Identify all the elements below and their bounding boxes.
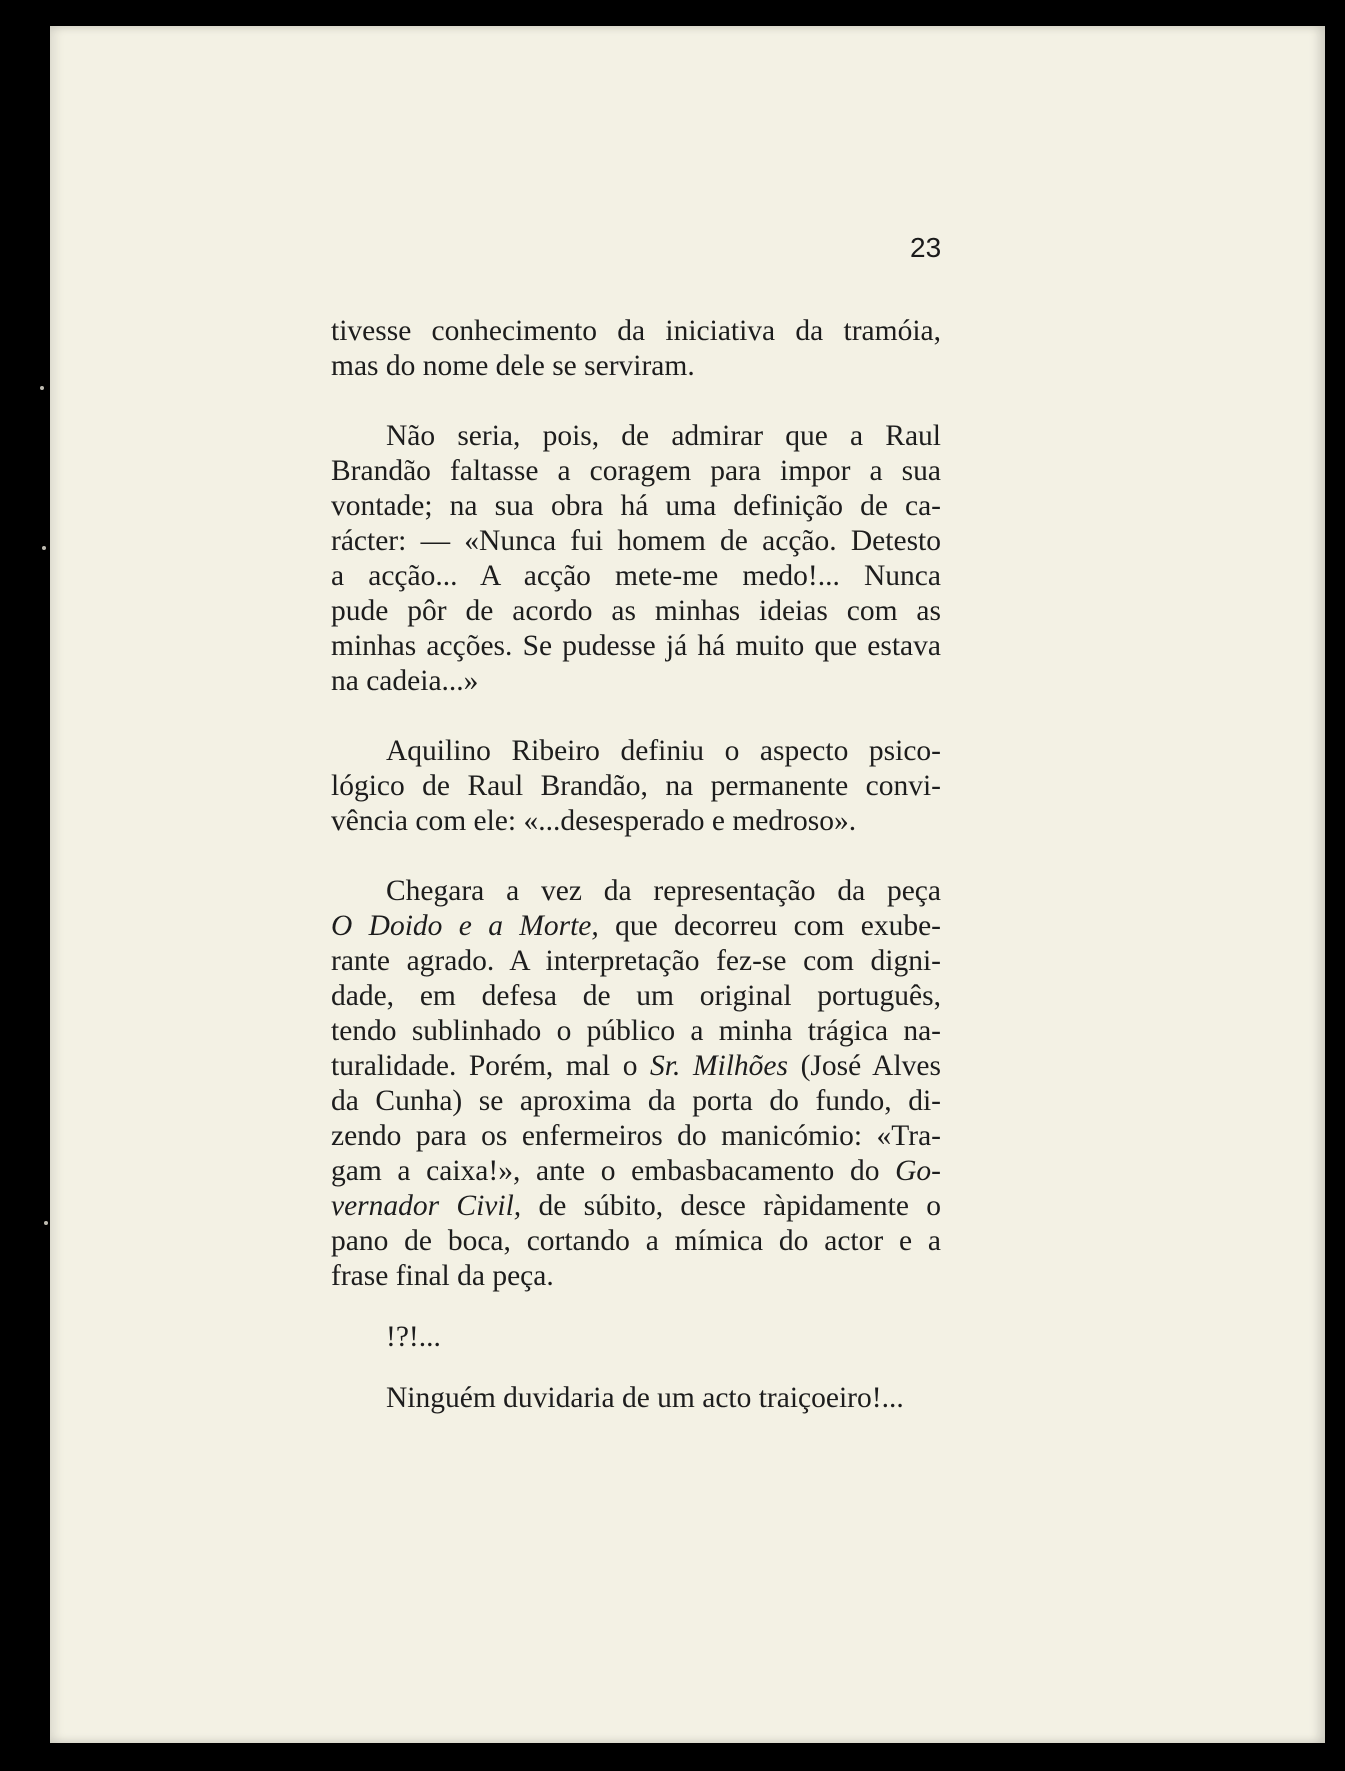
text-line: tendo sublinhado o público a minha trágica na- bbox=[331, 1015, 941, 1047]
text-line: Aquilino Ribeiro definiu o aspecto psico- bbox=[386, 735, 941, 767]
text-line: vência com ele: «...desesperado e medroso». bbox=[331, 805, 857, 837]
body-text bbox=[331, 314, 941, 1416]
text-line: Não seria, pois, de admirar que a Raul bbox=[386, 420, 941, 452]
text-line: minhas acções. Se pudesse já há muito que estava bbox=[331, 630, 941, 662]
text-line: dade, em defesa de um original português, bbox=[331, 980, 941, 1012]
paper-speck bbox=[40, 386, 44, 390]
text-line: rante agrado. A interpretação fez-se com digni- bbox=[331, 945, 941, 977]
italic-name: Sr. Milhões bbox=[650, 1050, 789, 1082]
text-line: vontade; na sua obra há uma definição de ca- bbox=[331, 490, 941, 522]
text-span: (José Alves bbox=[788, 1050, 942, 1082]
page-number: 23 bbox=[910, 232, 942, 263]
text-line: mas do nome dele se serviram. bbox=[331, 350, 695, 382]
text-span: de súbito, desce ràpidamente o bbox=[521, 1190, 941, 1222]
text-line: Brandão faltasse a coragem para impor a sua bbox=[331, 455, 941, 487]
text-line: frase final da peça. bbox=[331, 1260, 554, 1292]
text-line: da Cunha) se aproxima da porta do fundo, di- bbox=[331, 1085, 941, 1117]
text-line: pano de boca, cortando a mímica do actor e a bbox=[331, 1225, 941, 1257]
text-line: na cadeia...» bbox=[331, 665, 479, 697]
text-line bbox=[331, 1154, 941, 1189]
text-line bbox=[331, 909, 941, 944]
text-line: tivesse conhecimento da iniciativa da tramóia, bbox=[331, 315, 941, 347]
text-line: !?!... bbox=[386, 1321, 441, 1353]
text-line: rácter: — «Nunca fui homem de acção. Detesto bbox=[331, 525, 941, 557]
book-page bbox=[50, 26, 1325, 1743]
paper-speck bbox=[42, 546, 46, 550]
text-line bbox=[331, 1189, 941, 1224]
text-span: turalidade. Porém, mal o bbox=[331, 1050, 651, 1082]
text-line bbox=[331, 1049, 941, 1084]
text-line: a acção... A acção mete-me medo!... Nunca bbox=[331, 560, 941, 592]
text-line: pude pôr de acordo as minhas ideias com as bbox=[331, 595, 941, 627]
italic-title: Go- bbox=[895, 1155, 941, 1187]
text-span: que decorreu com exube- bbox=[598, 910, 941, 942]
italic-title: vernador Civil, bbox=[331, 1190, 522, 1222]
italic-title: O Doido e a Morte, bbox=[331, 910, 599, 942]
text-line: zendo para os enfermeiros do manicómio: «Tra- bbox=[331, 1120, 941, 1152]
text-line: Ninguém duvidaria de um acto traiçoeiro!... bbox=[386, 1382, 904, 1414]
text-line: Chegara a vez da representação da peça bbox=[386, 875, 941, 907]
text-line: lógico de Raul Brandão, na permanente convi- bbox=[331, 770, 941, 802]
paper-speck bbox=[44, 1221, 48, 1225]
text-span: gam a caixa!», ante o embasbacamento do bbox=[331, 1155, 896, 1187]
